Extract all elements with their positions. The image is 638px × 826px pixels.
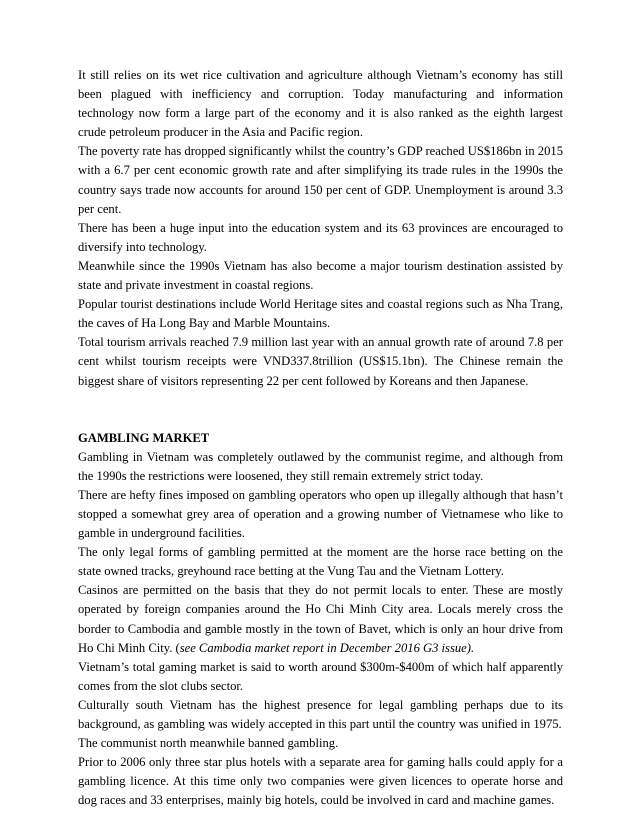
document-page [78, 66, 563, 810]
cambodia-report-reference: see Cambodia market report in December 2016 G3 issue). [179, 640, 475, 655]
paragraph-north-ban: The communist north meanwhile banned gambling. [78, 736, 339, 751]
paragraph-gambling-outlawed: Gambling in Vietnam was completely outlawed by the communist regime, and although from the 1990s the restrictions were loosened, they still remain extremely strict today. [78, 449, 563, 483]
paragraph-market-size: Vietnam’s total gaming market is said to worth around $300m-$400m of which half apparently comes from the slot clubs sector. [78, 659, 563, 693]
section-heading-gambling-market: GAMBLING MARKET [78, 430, 210, 445]
paragraph-casinos [78, 581, 563, 657]
paragraph-hefty-fines: There are hefty fines imposed on gambling operators who open up illegally although that hasn’t stopped a somewhat grey area of operation and a growing number of Vietnamese who like to gamble in underground facilities. [78, 487, 563, 541]
paragraph-tourism-growth: Meanwhile since the 1990s Vietnam has also become a major tourism destination assisted by state and private investment in coastal regions. [78, 258, 563, 293]
paragraph-poverty-gdp: The poverty rate has dropped significantly whilst the country’s GDP reached US$186bn in 2015 with a 6.7 per cent economic growth rate and after simplifying its trade rules in the 1990s the country says trade now accounts for around 150 per cent of GDP. Unemployment is around 3.3 per cent. [78, 144, 563, 216]
section-spacer [78, 391, 563, 429]
paragraph-education: There has been a huge input into the education system and its 63 provinces are encouraged to diversify into technology. [78, 220, 563, 254]
paragraph-legal-forms: The only legal forms of gambling permitted at the moment are the horse race betting on the state owned tracks, greyhound race betting at the Vung Tau and the Vietnam Lottery. [78, 545, 563, 579]
casinos-text: Casinos are permitted on the basis that they do not permit locals to enter. These are mostly operated by foreign companies around the Ho Chi Minh City area. Locals merely cross the border to Cambodia and gamble mostly in the town of Bavet, which is only an hour drive from Ho Chi Minh City. ( [78, 583, 563, 655]
paragraph-tourism-arrivals: Total tourism arrivals reached 7.9 million last year with an annual growth rate of around 7.8 per cent whilst tourism receipts were VND337.8trillion (US$15.1bn). The Chinese remain the biggest share of visitors representing 22 per cent followed by Koreans and then Japanese. [78, 335, 563, 388]
paragraph-south-vietnam: Culturally south Vietnam has the highest presence for legal gambling perhaps due to its background, as gambling was widely accepted in this part until the country was unified in 1975. [78, 697, 563, 731]
paragraph-economy: It still relies on its wet rice cultivation and agriculture although Vietnam’s economy has still been plagued with inefficiency and corruption. Today manufacturing and information technology now form a large part of the economy and it is also ranked as the eighth largest crude petroleum producer in the Asia and Pacific region. [78, 68, 563, 140]
paragraph-licences-2006: Prior to 2006 only three star plus hotels with a separate area for gaming halls could apply for a gambling licence. At this time only two companies were given licences to operate horse and dog races and 33 enterprises, mainly big hotels, could be involved in card and machine games. [78, 755, 563, 808]
paragraph-tourist-destinations: Popular tourist destinations include World Heritage sites and coastal regions such as Nha Trang, the caves of Ha Long Bay and Marble Mountains. [78, 297, 563, 331]
